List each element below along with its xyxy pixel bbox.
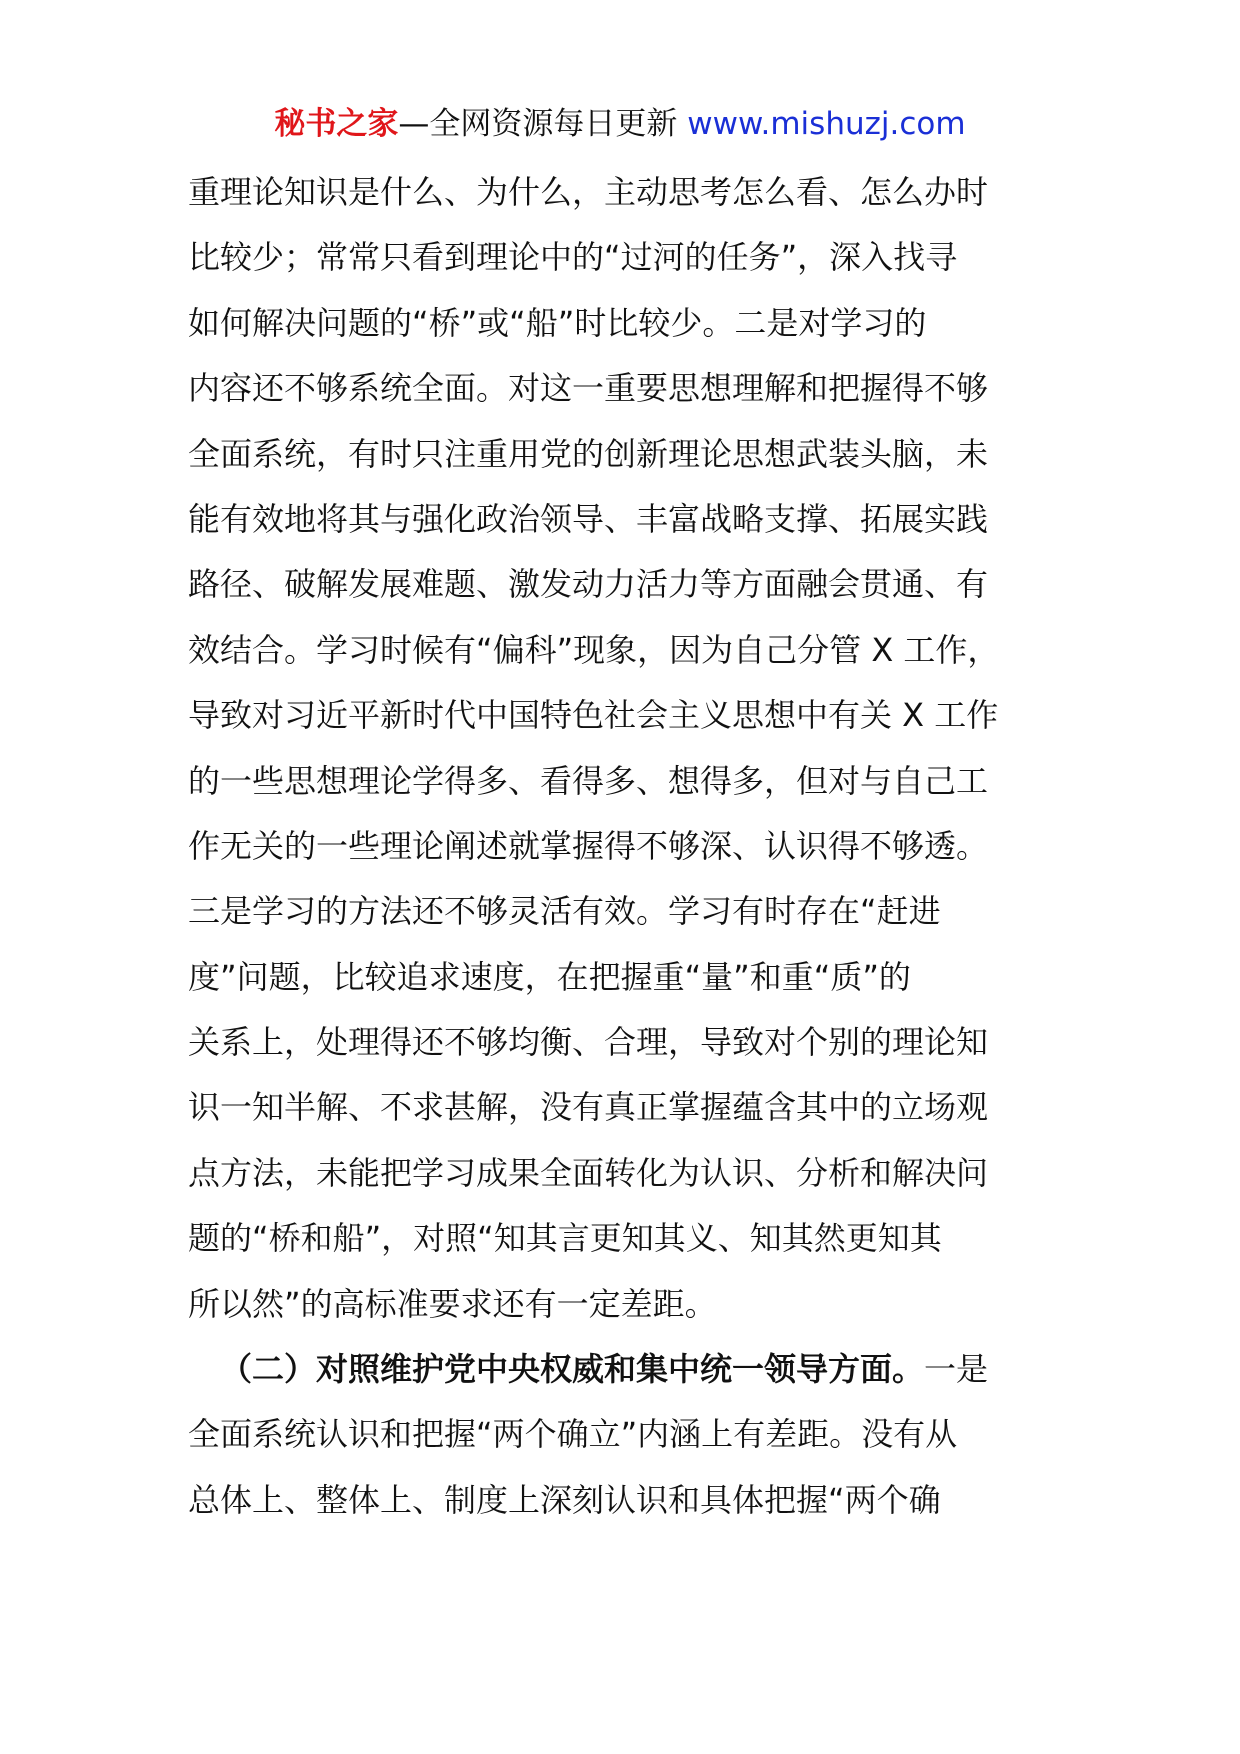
text-line: 点方法，未能把学习成果全面转化为认识、分析和解决问	[188, 1153, 989, 1192]
section-2-heading: （二）对照维护党中央权威和集中统一领导方面。	[220, 1350, 925, 1389]
text-line: 作无关的一些理论阐述就掌握得不够深、认识得不够透。	[188, 826, 989, 865]
text-line: 关系上，处理得还不够均衡、合理，导致对个别的理论知	[188, 1023, 989, 1062]
section-2-lead: 一是	[924, 1350, 989, 1389]
text-line: 度”问题，比较追求速度，在把握重“量”和重“质”的	[188, 957, 911, 996]
text-line: 重理论知识是什么、为什么，主动思考怎么看、怎么办时	[188, 173, 989, 211]
header-tagline: —全网资源每日更新	[398, 106, 688, 142]
text-line: 的一些思想理论学得多、看得多、想得多，但对与自己工	[188, 761, 989, 800]
text-line: 路径、破解发展难题、激发动力活力等方面融会贯通、有	[188, 565, 989, 604]
text-line: 总体上、整体上、制度上深刻认识和具体把握“两个确	[188, 1480, 941, 1519]
text-line: 效结合。学习时候有“偏科”现象，因为自己分管 X 工作，	[188, 630, 1000, 669]
site-url-link[interactable]: www.mishuzj.com	[687, 106, 966, 142]
text-line: 全面系统，有时只注重用党的创新理论思想武装头脑，未	[188, 434, 989, 473]
text-line: 如何解决问题的“桥”或“船”时比较少。二是对学习的	[188, 303, 927, 342]
section-2-first-line	[188, 1337, 1068, 1402]
text-line: 题的“桥和船”，对照“知其言更知其义、知其然更知其	[188, 1219, 942, 1258]
text-line: 全面系统认识和把握“两个确立”内涵上有差距。没有从	[188, 1415, 958, 1454]
text-line: 所以然”的高标准要求还有一定差距。	[188, 1284, 717, 1323]
page-header	[0, 100, 1240, 148]
document-body	[188, 160, 1068, 1533]
text-line: 比较少；常常只看到理论中的“过河的任务”，深入找寻	[188, 238, 958, 277]
text-line: 导致对习近平新时代中国特色社会主义思想中有关 X 工作	[188, 696, 999, 735]
text-line: 三是学习的方法还不够灵活有效。学习有时存在“赶进	[188, 892, 941, 931]
text-line: 能有效地将其与强化政治领导、丰富战略支撑、拓展实践	[188, 499, 989, 538]
text-line: 内容还不够系统全面。对这一重要思想理解和把握得不够	[188, 369, 989, 408]
brand-name: 秘书之家	[274, 106, 399, 142]
text-line: 识一知半解、不求甚解，没有真正掌握蕴含其中的立场观	[188, 1088, 989, 1127]
